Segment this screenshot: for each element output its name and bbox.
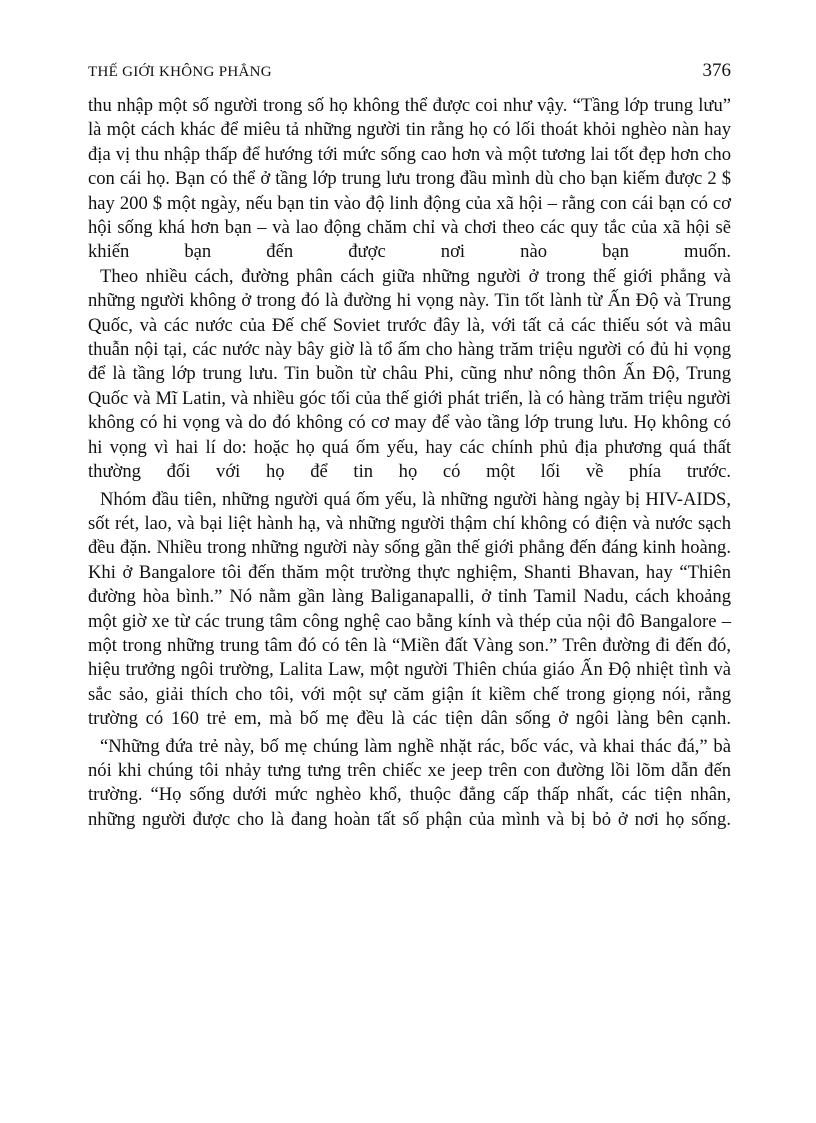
running-title: THẾ GIỚI KHÔNG PHẲNG — [88, 64, 272, 80]
paragraph: Nhóm đầu tiên, những người quá ốm yếu, là những người hàng ngày bị HIV-AIDS, sốt rét, lao, và bại liệt hành hạ, và những người thậm chí không có điện và nước sạch đều đặn. Nhiều trong những người này sống gần thế giới phẳng đến đáng kinh hoàng. Khi ở Bangalore tôi đến thăm một trường thực nghiệm, Shanti Bhavan, hay “Thiên đường hòa bình.” Nó nằm gần làng Baliganapalli, ở tỉnh Tamil Nadu, cách khoảng một giờ xe từ các trung tâm công nghệ cao bằng kính và thép của nội đô Bangalore – một trong những trung tâm đó có tên là “Miền đất Vàng son.” Trên đường đi đến đó, hiệu trưởng ngôi trường, Lalita Law, một người Thiên chúa giáo Ấn Độ nhiệt tình và sắc sảo, giải thích cho tôi, với một sự căm giận ít kiềm chế trong giọng nói, rằng trường có 160 trẻ em, mà bố mẹ đều là các tiện dân sống ở ngôi làng bên cạnh. — [88, 488, 731, 730]
page-header — [88, 60, 731, 94]
paragraph: “Những đứa trẻ này, bố mẹ chúng làm nghề nhặt rác, bốc vác, và khai thác đá,” bà nói khi chúng tôi nhảy tưng tưng trên chiếc xe jeep trên con đường lồi lõm dẫn đến trường. “Họ sống dưới mức nghèo khổ, thuộc đẳng cấp thấp nhất, các tiện nhân, những người được cho là đang hoàn tất số phận của mình và bị bỏ ở nơi họ sống. — [88, 735, 731, 830]
paragraph: Theo nhiều cách, đường phân cách giữa những người ở trong thế giới phẳng và những người không ở trong đó là đường hi vọng này. Tin tốt lành từ Ấn Độ và Trung Quốc, và các nước của Đế chế Soviet trước đây là, với tất cả các thiếu sót và mâu thuẫn nội tại, các nước này bây giờ là tổ ấm cho hàng trăm triệu người có đủ hi vọng để là tầng lớp trung lưu. Tin buồn từ châu Phi, cũng như nông thôn Ấn Độ, Trung Quốc và Mĩ Latin, và nhiều góc tối của thế giới phát triển, là có hàng trăm triệu người không có hi vọng và do đó không có cơ may để vào tầng lớp trung lưu. Họ không có hi vọng vì hai lí do: hoặc họ quá ốm yếu, hay các chính phủ địa phương quá thất thường đối với họ để tin họ có một lối về phía trước. — [88, 265, 731, 483]
body-text — [88, 94, 731, 832]
paragraph: thu nhập một số người trong số họ không thể được coi như vậy. “Tầng lớp trung lưu” là một cách khác để miêu tả những người tin rằng họ có lối thoát khỏi nghèo nàn hay địa vị thu nhập thấp để hướng tới mức sống cao hơn và một tương lai tốt đẹp hơn cho con cái họ. Bạn có thể ở tầng lớp trung lưu trong đầu mình dù cho bạn kiếm được 2 $ hay 200 $ một ngày, nếu bạn tin vào độ linh động của xã hội – rằng con cái bạn có cơ hội sống khá hơn bạn – và lao động chăm chỉ và chơi theo các quy tắc của xã hội sẽ khiến bạn đến được nơi nào bạn muốn. — [88, 95, 731, 263]
book-page — [88, 60, 731, 832]
page-number: 376 — [702, 60, 731, 81]
